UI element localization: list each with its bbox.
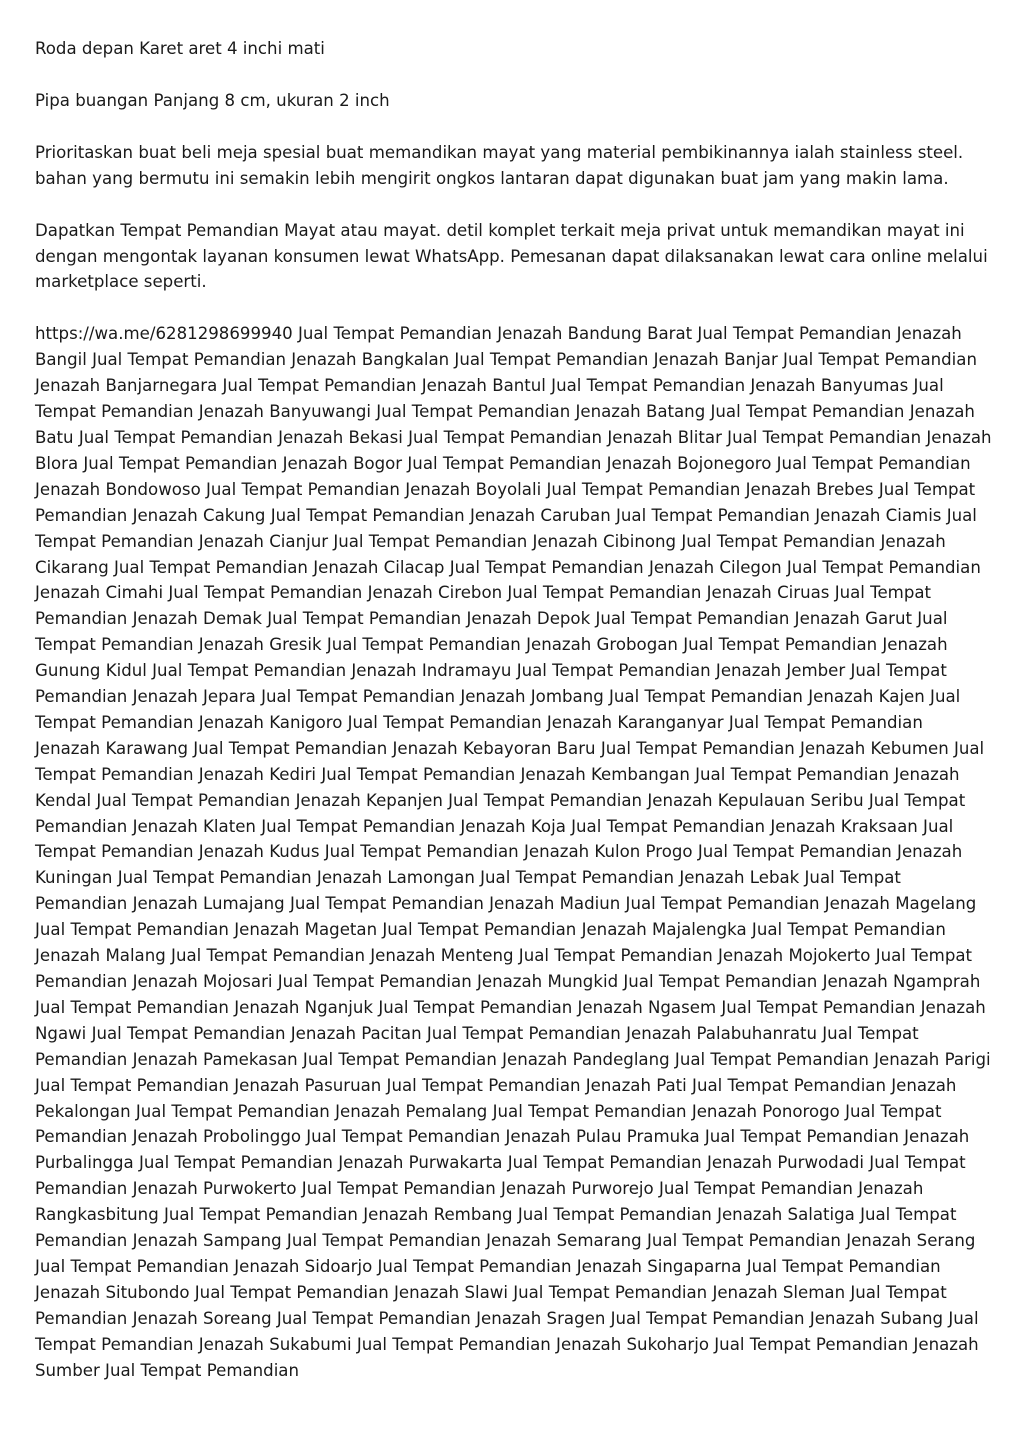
document-page <box>35 36 993 1410</box>
paragraph-wheel-spec: Roda depan Karet aret 4 inchi mati <box>35 39 325 58</box>
paragraph-location-list: https://wa.me/6281298699940 Jual Tempat Pemandian Jenazah Bandung Barat Jual Tempat Pemandian Jenazah Bangil Jual Tempat Pemandian Jenazah Bangkalan Jual Tempat Pemandian Jenazah Banjar Jual Tempat Pemandian Jenazah Banjarnegara Jual Tempat Pemandian Jenazah Bantul Jual Tempat Pemandian Jenazah Banyumas Jual Tempat Pemandian Jenazah Banyuwangi Jual Tempat Pemandian Jenazah Batang Jual Tempat Pemandian Jenazah Batu Jual Tempat Pemandian Jenazah Bekasi Jual Tempat Pemandian Jenazah Blitar Jual Tempat Pemandian Jenazah Blora Jual Tempat Pemandian Jenazah Bogor Jual Tempat Pemandian Jenazah Bojonegoro Jual Tempat Pemandian Jenazah Bondowoso Jual Tempat Pemandian Jenazah Boyolali Jual Tempat Pemandian Jenazah Brebes Jual Tempat Pemandian Jenazah Cakung Jual Tempat Pemandian Jenazah Caruban Jual Tempat Pemandian Jenazah Ciamis Jual Tempat Pemandian Jenazah Cianjur Jual Tempat Pemandian Jenazah Cibinong Jual Tempat Pemandian Jenazah Cikarang Jual Tempat Pemandian Jenazah Cilacap Jual Tempat Pemandian Jenazah Cilegon Jual Tempat Pemandian Jenazah Cimahi Jual Tempat Pemandian Jenazah Cirebon Jual Tempat Pemandian Jenazah Ciruas Jual Tempat Pemandian Jenazah Demak Jual Tempat Pemandian Jenazah Depok Jual Tempat Pemandian Jenazah Garut Jual Tempat Pemandian Jenazah Gresik Jual Tempat Pemandian Jenazah Grobogan Jual Tempat Pemandian Jenazah Gunung Kidul Jual Tempat Pemandian Jenazah Indramayu Jual Tempat Pemandian Jenazah Jember Jual Tempat Pemandian Jenazah Jepara Jual Tempat Pemandian Jenazah Jombang Jual Tempat Pemandian Jenazah Kajen Jual Tempat Pemandian Jenazah Kanigoro Jual Tempat Pemandian Jenazah Karanganyar Jual Tempat Pemandian Jenazah Karawang Jual Tempat Pemandian Jenazah Kebayoran Baru Jual Tempat Pemandian Jenazah Kebumen Jual Tempat Pemandian Jenazah Kediri Jual Tempat Pemandian Jenazah Kembangan Jual Tempat Pemandian Jenazah Kendal Jual Tempat Pemandian Jenazah Kepanjen Jual Tempat Pemandian Jenazah Kepulauan Seribu Jual Tempat Pemandian Jenazah Klaten Jual Tempat Pemandian Jenazah Koja Jual Tempat Pemandian Jenazah Kraksaan Jual Tempat Pemandian Jenazah Kudus Jual Tempat Pemandian Jenazah Kulon Progo Jual Tempat Pemandian Jenazah Kuningan Jual Tempat Pemandian Jenazah Lamongan Jual Tempat Pemandian Jenazah Lebak Jual Tempat Pemandian Jenazah Lumajang Jual Tempat Pemandian Jenazah Madiun Jual Tempat Pemandian Jenazah Magelang Jual Tempat Pemandian Jenazah Magetan Jual Tempat Pemandian Jenazah Majalengka Jual Tempat Pemandian Jenazah Malang Jual Tempat Pemandian Jenazah Menteng Jual Tempat Pemandian Jenazah Mojokerto Jual Tempat Pemandian Jenazah Mojosari Jual Tempat Pemandian Jenazah Mungkid Jual Tempat Pemandian Jenazah Ngamprah Jual Tempat Pemandian Jenazah Nganjuk Jual Tempat Pemandian Jenazah Ngasem Jual Tempat Pemandian Jenazah Ngawi Jual Tempat Pemandian Jenazah Pacitan Jual Tempat Pemandian Jenazah Palabuhanratu Jual Tempat Pemandian Jenazah Pamekasan Jual Tempat Pemandian Jenazah Pandeglang Jual Tempat Pemandian Jenazah Parigi Jual Tempat Pemandian Jenazah Pasuruan Jual Tempat Pemandian Jenazah Pati Jual Tempat Pemandian Jenazah Pekalongan Jual Tempat Pemandian Jenazah Pemalang Jual Tempat Pemandian Jenazah Ponorogo Jual Tempat Pemandian Jenazah Probolinggo Jual Tempat Pemandian Jenazah Pulau Pramuka Jual Tempat Pemandian Jenazah Purbalingga Jual Tempat Pemandian Jenazah Purwakarta Jual Tempat Pemandian Jenazah Purwodadi Jual Tempat Pemandian Jenazah Purwokerto Jual Tempat Pemandian Jenazah Purworejo Jual Tempat Pemandian Jenazah Rangkasbitung Jual Tempat Pemandian Jenazah Rembang Jual Tempat Pemandian Jenazah Salatiga Jual Tempat Pemandian Jenazah Sampang Jual Tempat Pemandian Jenazah Semarang Jual Tempat Pemandian Jenazah Serang Jual Tempat Pemandian Jenazah Sidoarjo Jual Tempat Pemandian Jenazah Singaparna Jual Tempat Pemandian Jenazah Situbondo Jual Tempat Pemandian Jenazah Slawi Jual Tempat Pemandian Jenazah Sleman Jual Tempat Pemandian Jenazah Soreang Jual Tempat Pemandian Jenazah Sragen Jual Tempat Pemandian Jenazah Subang Jual Tempat Pemandian Jenazah Sukabumi Jual Tempat Pemandian Jenazah Sukoharjo Jual Tempat Pemandian Jenazah Sumber Jual Tempat Pemandian <box>35 324 992 1380</box>
paragraph-material-advice: Prioritaskan buat beli meja spesial buat memandikan mayat yang material pembikinannya ialah stainless steel. bahan yang bermutu ini semakin lebih mengirit ongkos lantaran dapat digunakan buat jam yang makin lama. <box>35 142 964 188</box>
paragraph-drain-pipe-spec: Pipa buangan Panjang 8 cm, ukuran 2 inch <box>35 90 390 110</box>
paragraph-ordering-info: Dapatkan Tempat Pemandian Mayat atau mayat. detil komplet terkait meja privat untuk memandikan mayat ini dengan mengontak layanan konsumen lewat WhatsApp. Pemesanan dapat dilaksanakan lewat cara online melalui marketplace seperti. <box>35 220 988 292</box>
